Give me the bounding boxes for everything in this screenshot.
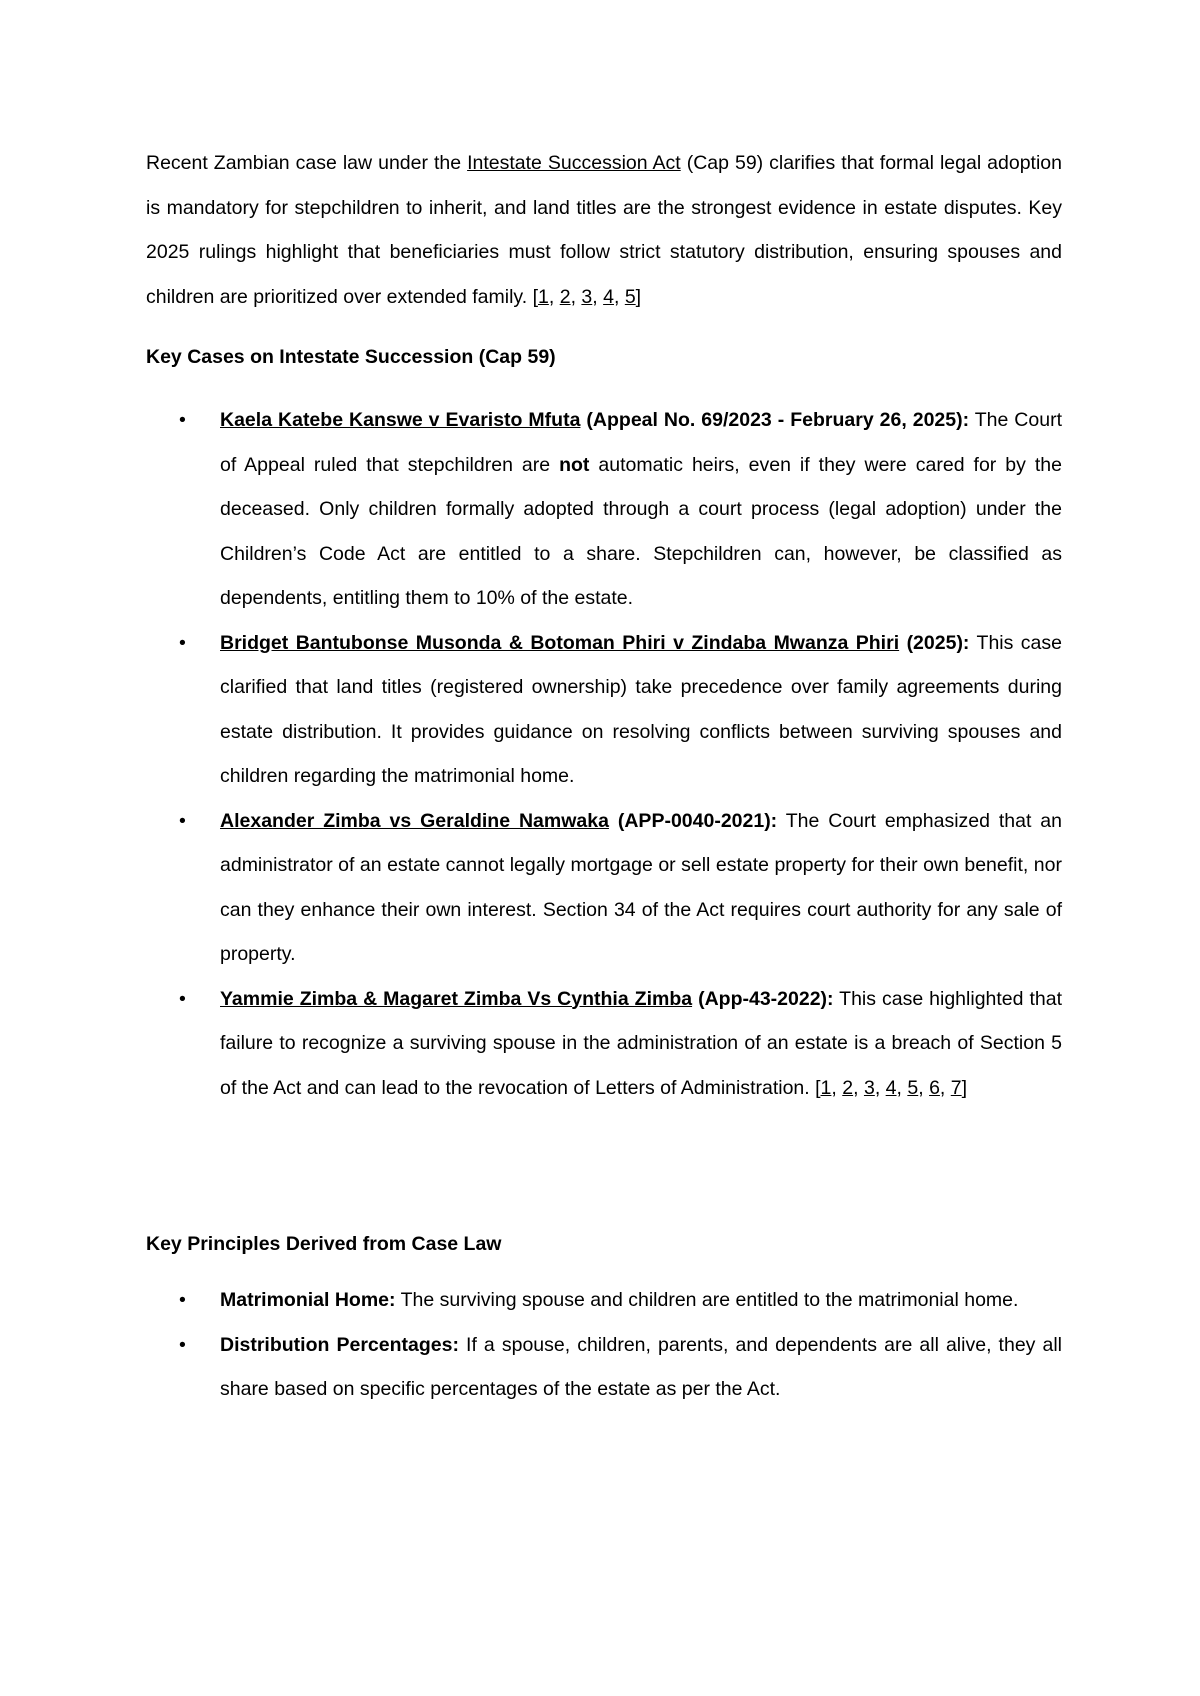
case-ref-link[interactable]: 3 — [863, 1076, 875, 1099]
case-ref-link[interactable]: 1 — [820, 1076, 832, 1099]
case-citation: (App-43-2022): — [692, 987, 834, 1010]
principle-label: Matrimonial Home: — [220, 1289, 396, 1311]
bullet-icon: • — [179, 1333, 186, 1356]
case-name-link[interactable]: Alexander Zimba vs Geraldine Namwaka — [220, 809, 609, 832]
cases-heading: Key Cases on Intestate Succession (Cap 59) — [146, 346, 556, 368]
emphasis-word: not — [559, 453, 590, 476]
act-link[interactable]: Intestate Succession Act — [467, 152, 681, 174]
principles-heading: Key Principles Derived from Case Law — [146, 1233, 502, 1255]
case-name-link[interactable]: Kaela Katebe Kanswe v Evaristo Mfuta — [220, 409, 581, 431]
list-item — [146, 1278, 1062, 1323]
case-ref-link[interactable]: 5 — [907, 1076, 919, 1099]
case-summary-cont: automatic heirs, even if they were cared for by the deceased. Only children formally adopted through a court process (legal adoption) under the Children’s Code Act are entitled to a share. Stepchildren can, however, be classified as dependents, entitling them to 10% of the estate. — [220, 453, 1062, 609]
case-name-link[interactable]: Bridget Bantubonse Musonda & Botoman Phiri v Zindaba Mwanza Phiri — [220, 631, 900, 654]
intro-ref-link[interactable]: 2 — [559, 285, 571, 308]
bullet-icon: • — [179, 409, 186, 431]
cases-list — [146, 398, 1062, 1110]
intro-ref-link[interactable]: 4 — [603, 285, 614, 308]
principles-list — [146, 1278, 1062, 1412]
list-item — [146, 398, 1062, 621]
case-ref-link[interactable]: 4 — [885, 1076, 897, 1099]
intro-text-body: (Cap 59) clarifies that formal legal adoption is mandatory for stepchildren to inherit, and land titles are the strongest evidence in estate disputes. Key 2025 rulings highlight that beneficiaries must follow strict statutory distribution, ensuring spouses and children are prioritized over extended family. — [146, 152, 1062, 308]
list-item: • Yammie Zimba & Magaret Zimba Vs Cynthia Zimba (App-43-2022): This case highlighted that failure to recognize a surviving spouse in the administration of an estate is a breach of Section 5 of the Act and can lead to the revocation of Letters of Administration. [1, 2, 3, 4, 5, 6, 7] — [146, 977, 1062, 1111]
case-summary: The Court of Appeal ruled that stepchildren are — [220, 409, 1062, 476]
bullet-icon: • — [179, 1289, 186, 1311]
intro-ref-link[interactable]: 5 — [624, 285, 636, 308]
principle-label: Distribution Percentages: — [220, 1333, 459, 1356]
intro-ref-link[interactable]: 1 — [538, 285, 549, 308]
principle-text: If a spouse, children, parents, and dependents are all alive, they all share based on specific percentages of the estate as per the Act. — [220, 1333, 1062, 1400]
list-item — [146, 621, 1062, 799]
list-item — [146, 799, 1062, 977]
case-ref-link[interactable]: 2 — [842, 1076, 854, 1099]
case-ref-link[interactable]: 7 — [950, 1076, 962, 1099]
case-summary: The Court emphasized that an administrator of an estate cannot legally mortgage or sell estate property for their own benefit, nor can they enhance their own interest. Section 34 of the Act requires court authority for any sale of property. — [220, 809, 1062, 965]
principle-text: The surviving spouse and children are entitled to the matrimonial home. — [395, 1289, 1019, 1311]
case-citation: (Appeal No. 69/2023 - February 26, 2025): — [580, 409, 970, 431]
bullet-icon: • — [179, 631, 186, 654]
list-item — [146, 1323, 1062, 1412]
case-citation: (2025): — [899, 631, 970, 654]
case-name-link[interactable]: Yammie Zimba & Magaret Zimba Vs Cynthia Zimba — [220, 987, 693, 1010]
case-summary: This case clarified that land titles (registered ownership) take precedence over family agreements during estate distribution. It provides guidance on resolving conflicts between surviving spouses and children regarding the matrimonial home. — [220, 631, 1063, 787]
intro-ref-link[interactable]: 3 — [581, 285, 593, 308]
case-summary: This case highlighted that failure to recognize a surviving spouse in the administration of an estate is a breach of Section 5 of the Act and can lead to the revocation of Letters of Administration. — [220, 987, 1062, 1099]
intro-paragraph: Recent Zambian case law under the Intestate Succession Act (Cap 59) clarifies that formal legal adoption is mandatory for stepchildren to inherit, and land titles are the strongest evidence in estate disputes. Key 2025 rulings highlight that beneficiaries must follow strict statutory distribution, ensuring spouses and children are prioritized over extended family. [1, 2, 3, 4, 5] — [146, 152, 1062, 308]
bullet-icon: • — [179, 987, 186, 1010]
bullet-icon: • — [179, 809, 186, 832]
intro-text-start: Recent Zambian case law under the — [146, 152, 468, 174]
case-citation: (APP-0040-2021): — [608, 809, 778, 832]
case-ref-link[interactable]: 6 — [929, 1076, 940, 1099]
